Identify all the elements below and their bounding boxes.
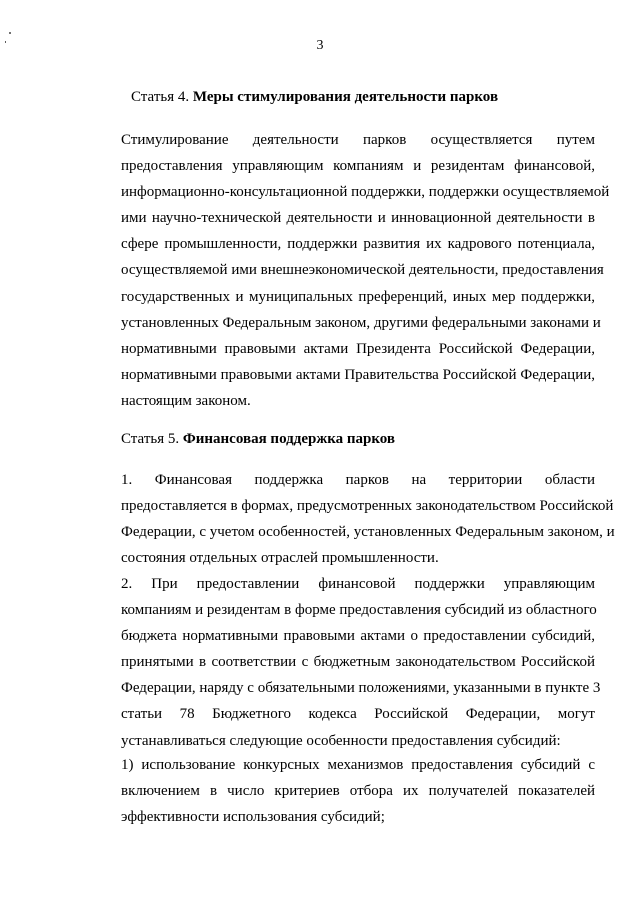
text-line: нормативными правовыми актами Президента Российской Федерации, [121, 340, 595, 357]
text-line: компаниям и резидентам в форме предоставления субсидий из областного [121, 602, 597, 619]
article-5-paragraph-1 [121, 467, 615, 571]
text-line: Федерации, наряду с обязательными положениями, указанными в пункте 3 [121, 680, 601, 697]
article-5-title: Финансовая поддержка парков [182, 431, 396, 447]
article-5-prefix: Статья 5. [121, 431, 180, 447]
text-line: нормативными правовыми актами Правительства Российской Федерации, [121, 366, 595, 383]
article-5-heading [121, 431, 395, 448]
text-line: Федерации, с учетом особенностей, установленных Федеральным законом, и [121, 524, 615, 541]
article-5-paragraph-2 [121, 571, 601, 754]
text-line: государственных и муниципальных преференций, иных мер поддержки, [121, 288, 595, 305]
text-line: 1. Финансовая поддержка парков на территории области [121, 472, 595, 488]
text-line: статьи 78 Бюджетного кодекса Российской Федерации, могут [121, 706, 595, 723]
text-line: настоящим законом. [121, 392, 251, 409]
text-line: эффективности использования субсидий; [121, 809, 385, 826]
text-line: 1) использование конкурсных механизмов предоставления субсидий с [121, 757, 595, 773]
text-line: бюджета нормативными правовыми актами о предоставлении субсидий, [121, 628, 595, 645]
text-line: ими научно-технической деятельности и инновационной деятельности в [121, 210, 595, 227]
text-line: 2. При предоставлении финансовой поддержки управляющим [121, 576, 595, 592]
text-line: информационно-консультационной поддержки, поддержки осуществляемой [121, 184, 610, 201]
article-4-heading [131, 89, 498, 106]
article-4-title: Меры стимулирования деятельности парков [192, 89, 499, 105]
article-4-body [121, 127, 610, 414]
text-line: состояния отдельных отраслей промышленности. [121, 550, 439, 567]
article-5-paragraph-3 [121, 752, 595, 830]
text-line: предоставления управляющим компаниям и резидентам финансовой, [121, 158, 595, 175]
page-number: 3 [316, 38, 324, 53]
text-line: осуществляемой ими внешнеэкономической деятельности, предоставления [121, 262, 604, 279]
scan-speck [9, 32, 11, 34]
text-line: включением в число критериев отбора их получателей показателей [121, 783, 595, 800]
text-line: Стимулирование деятельности парков осуществляется путем [121, 132, 595, 148]
text-line: предоставляется в формах, предусмотренных законодательством Российской [121, 498, 614, 515]
article-4-prefix: Статья 4. [131, 89, 190, 105]
text-line: принятыми в соответствии с бюджетным законодательством Российской [121, 654, 595, 671]
text-line: установленных Федеральным законом, другими федеральными законами и [121, 314, 601, 331]
text-line: устанавливаться следующие особенности предоставления субсидий: [121, 732, 561, 749]
text-line: сфере промышленности, поддержки развития их кадрового потенциала, [121, 236, 595, 253]
